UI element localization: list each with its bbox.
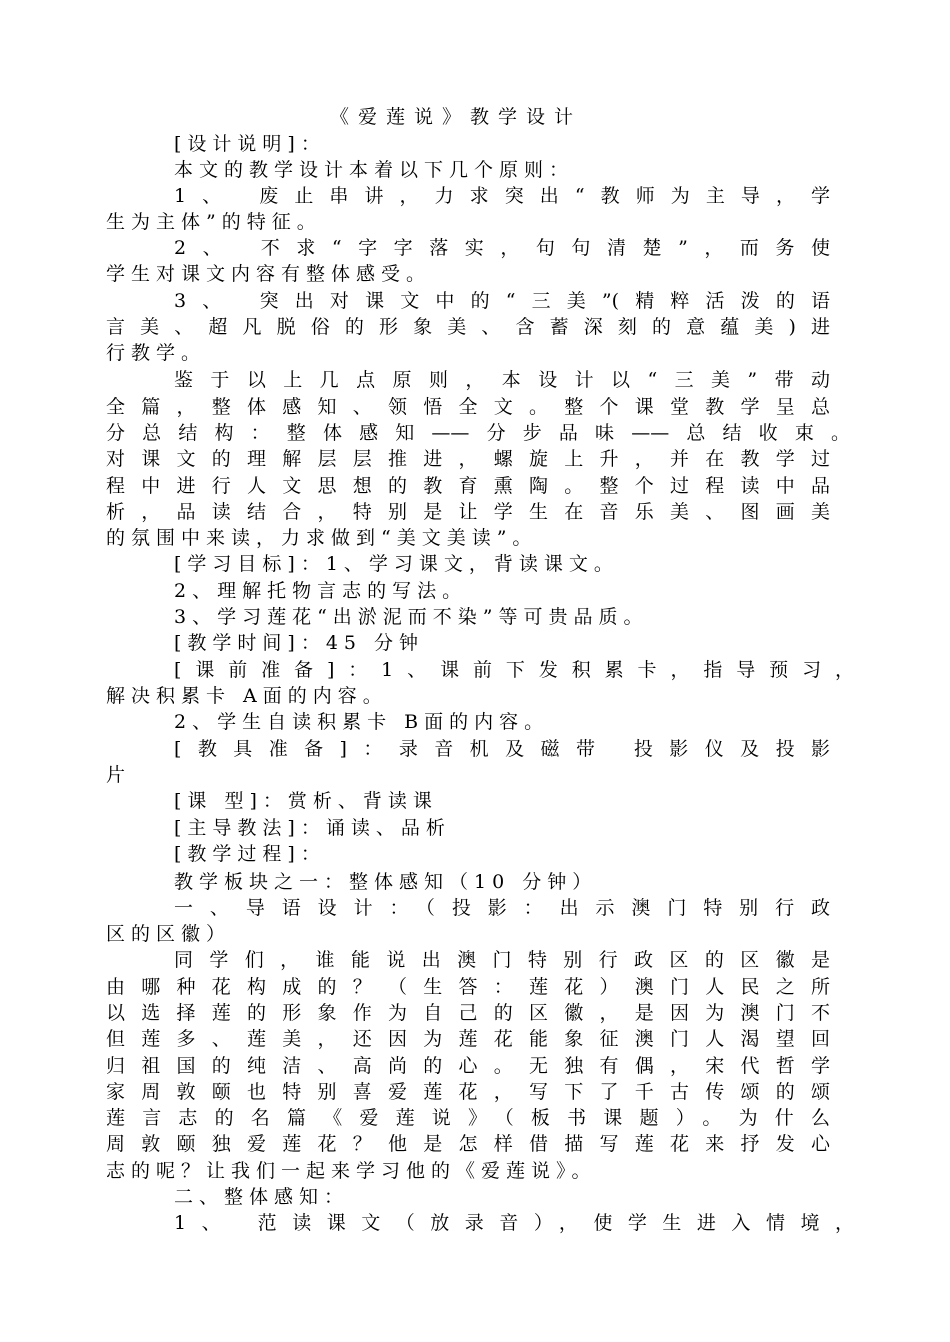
text-line: 鉴于以上几点原则，本设计以“三美”带动 <box>174 369 830 391</box>
section-heading-teaching-method: [主导教法]：诵读、品析 <box>174 817 451 839</box>
text-line: 1、 废止串讲，力求突出“教师为主导，学 <box>174 185 830 207</box>
text-line: 莲言志的名篇《爱莲说》（板书课题）。为什么 <box>106 1107 830 1129</box>
text-line: 二、整体感知： <box>174 1186 350 1208</box>
text-line: 言美、超凡脱俗的形象美、含蓄深刻的意蕴美)进 <box>106 316 830 338</box>
section-heading-design-notes: [设计说明]： <box>174 133 326 155</box>
text-line: 析，品读结合，特别是让学生在音乐美、图画美 <box>106 501 830 523</box>
text-line: 家周敦颐也特别喜爱莲花，写下了千古传颂的颂 <box>106 1081 830 1103</box>
text-line: 的氛围中来读，力求做到“美文美读”。 <box>106 527 538 549</box>
text-line: 归祖国的纯洁、高尚的心。无独有偶，宋代哲学 <box>106 1055 830 1077</box>
text-line: 片 <box>106 764 132 786</box>
text-line: 全篇，整体感知、领悟全文。整个课堂教学呈总 <box>106 396 830 418</box>
text-line: 同学们，谁能说出澳门特别行政区的区徽是 <box>174 949 830 971</box>
text-line: 一、导语设计：（投影：出示澳门特别行政 <box>174 897 830 919</box>
section-heading-teaching-process: [教学过程]： <box>174 843 326 865</box>
text-line: 分总结构：整体感知——分步品味——总结收束。 <box>106 422 850 444</box>
text-line: 2、理解托物言志的写法。 <box>174 580 468 602</box>
text-line: 2、学生自读积累卡 B面的内容。 <box>174 711 550 733</box>
text-line: 教学板块之一：整体感知（10 分钟） <box>174 871 598 893</box>
text-line: 2、 不求“字字落实，句句清楚”，而务使 <box>174 237 830 259</box>
text-line: 本文的教学设计本着以下几个原则： <box>174 159 575 181</box>
section-heading-lesson-type: [课 型]：赏析、背读课 <box>174 790 438 812</box>
section-heading-teaching-time: [教学时间]：45 分钟 <box>174 632 425 654</box>
text-line: 3、 突出对课文中的“三美”(精粹活泼的语 <box>174 290 830 312</box>
text-line: 解决积累卡 A面的内容。 <box>106 685 388 707</box>
section-heading-preparation: [课前准备]：1、课前下发积累卡，指导预习， <box>174 659 854 681</box>
section-heading-teaching-aids: [教具准备]：录音机及磁带 投影仪及投影 <box>174 738 830 760</box>
text-line: 由哪种花构成的？（生答：莲花）澳门人民之所 <box>106 976 830 998</box>
text-line: 程中进行人文思想的教育熏陶。整个过程读中品 <box>106 475 830 497</box>
text-line: 1、 范读课文（放录音），使学生进入情境， <box>174 1212 854 1234</box>
text-line: 志的呢？让我们一起来学习他的《爱莲说》。 <box>106 1160 597 1182</box>
text-line: 对课文的理解层层推进，螺旋上升，并在教学过 <box>106 448 830 470</box>
text-line: 但莲多、莲美，还因为莲花能象征澳门人渴望回 <box>106 1028 830 1050</box>
document-title: 《爱莲说》教学设计 <box>330 106 583 128</box>
text-line: 生为主体”的特征。 <box>106 211 322 233</box>
text-line: 学生对课文内容有整体感受。 <box>106 263 432 285</box>
text-line: 行教学。 <box>106 342 207 364</box>
text-line: 以选择莲的形象作为自己的区徽，是因为澳门不 <box>106 1002 830 1024</box>
section-heading-learning-goals: [学习目标]：1、学习课文，背读课文。 <box>174 553 619 575</box>
text-line: 周敦颐独爱莲花？他是怎样借描写莲花来抒发心 <box>106 1133 830 1155</box>
text-line: 3、学习莲花“出淤泥而不染”等可贵品质。 <box>174 606 649 628</box>
text-line: 区的区徽） <box>106 923 232 945</box>
